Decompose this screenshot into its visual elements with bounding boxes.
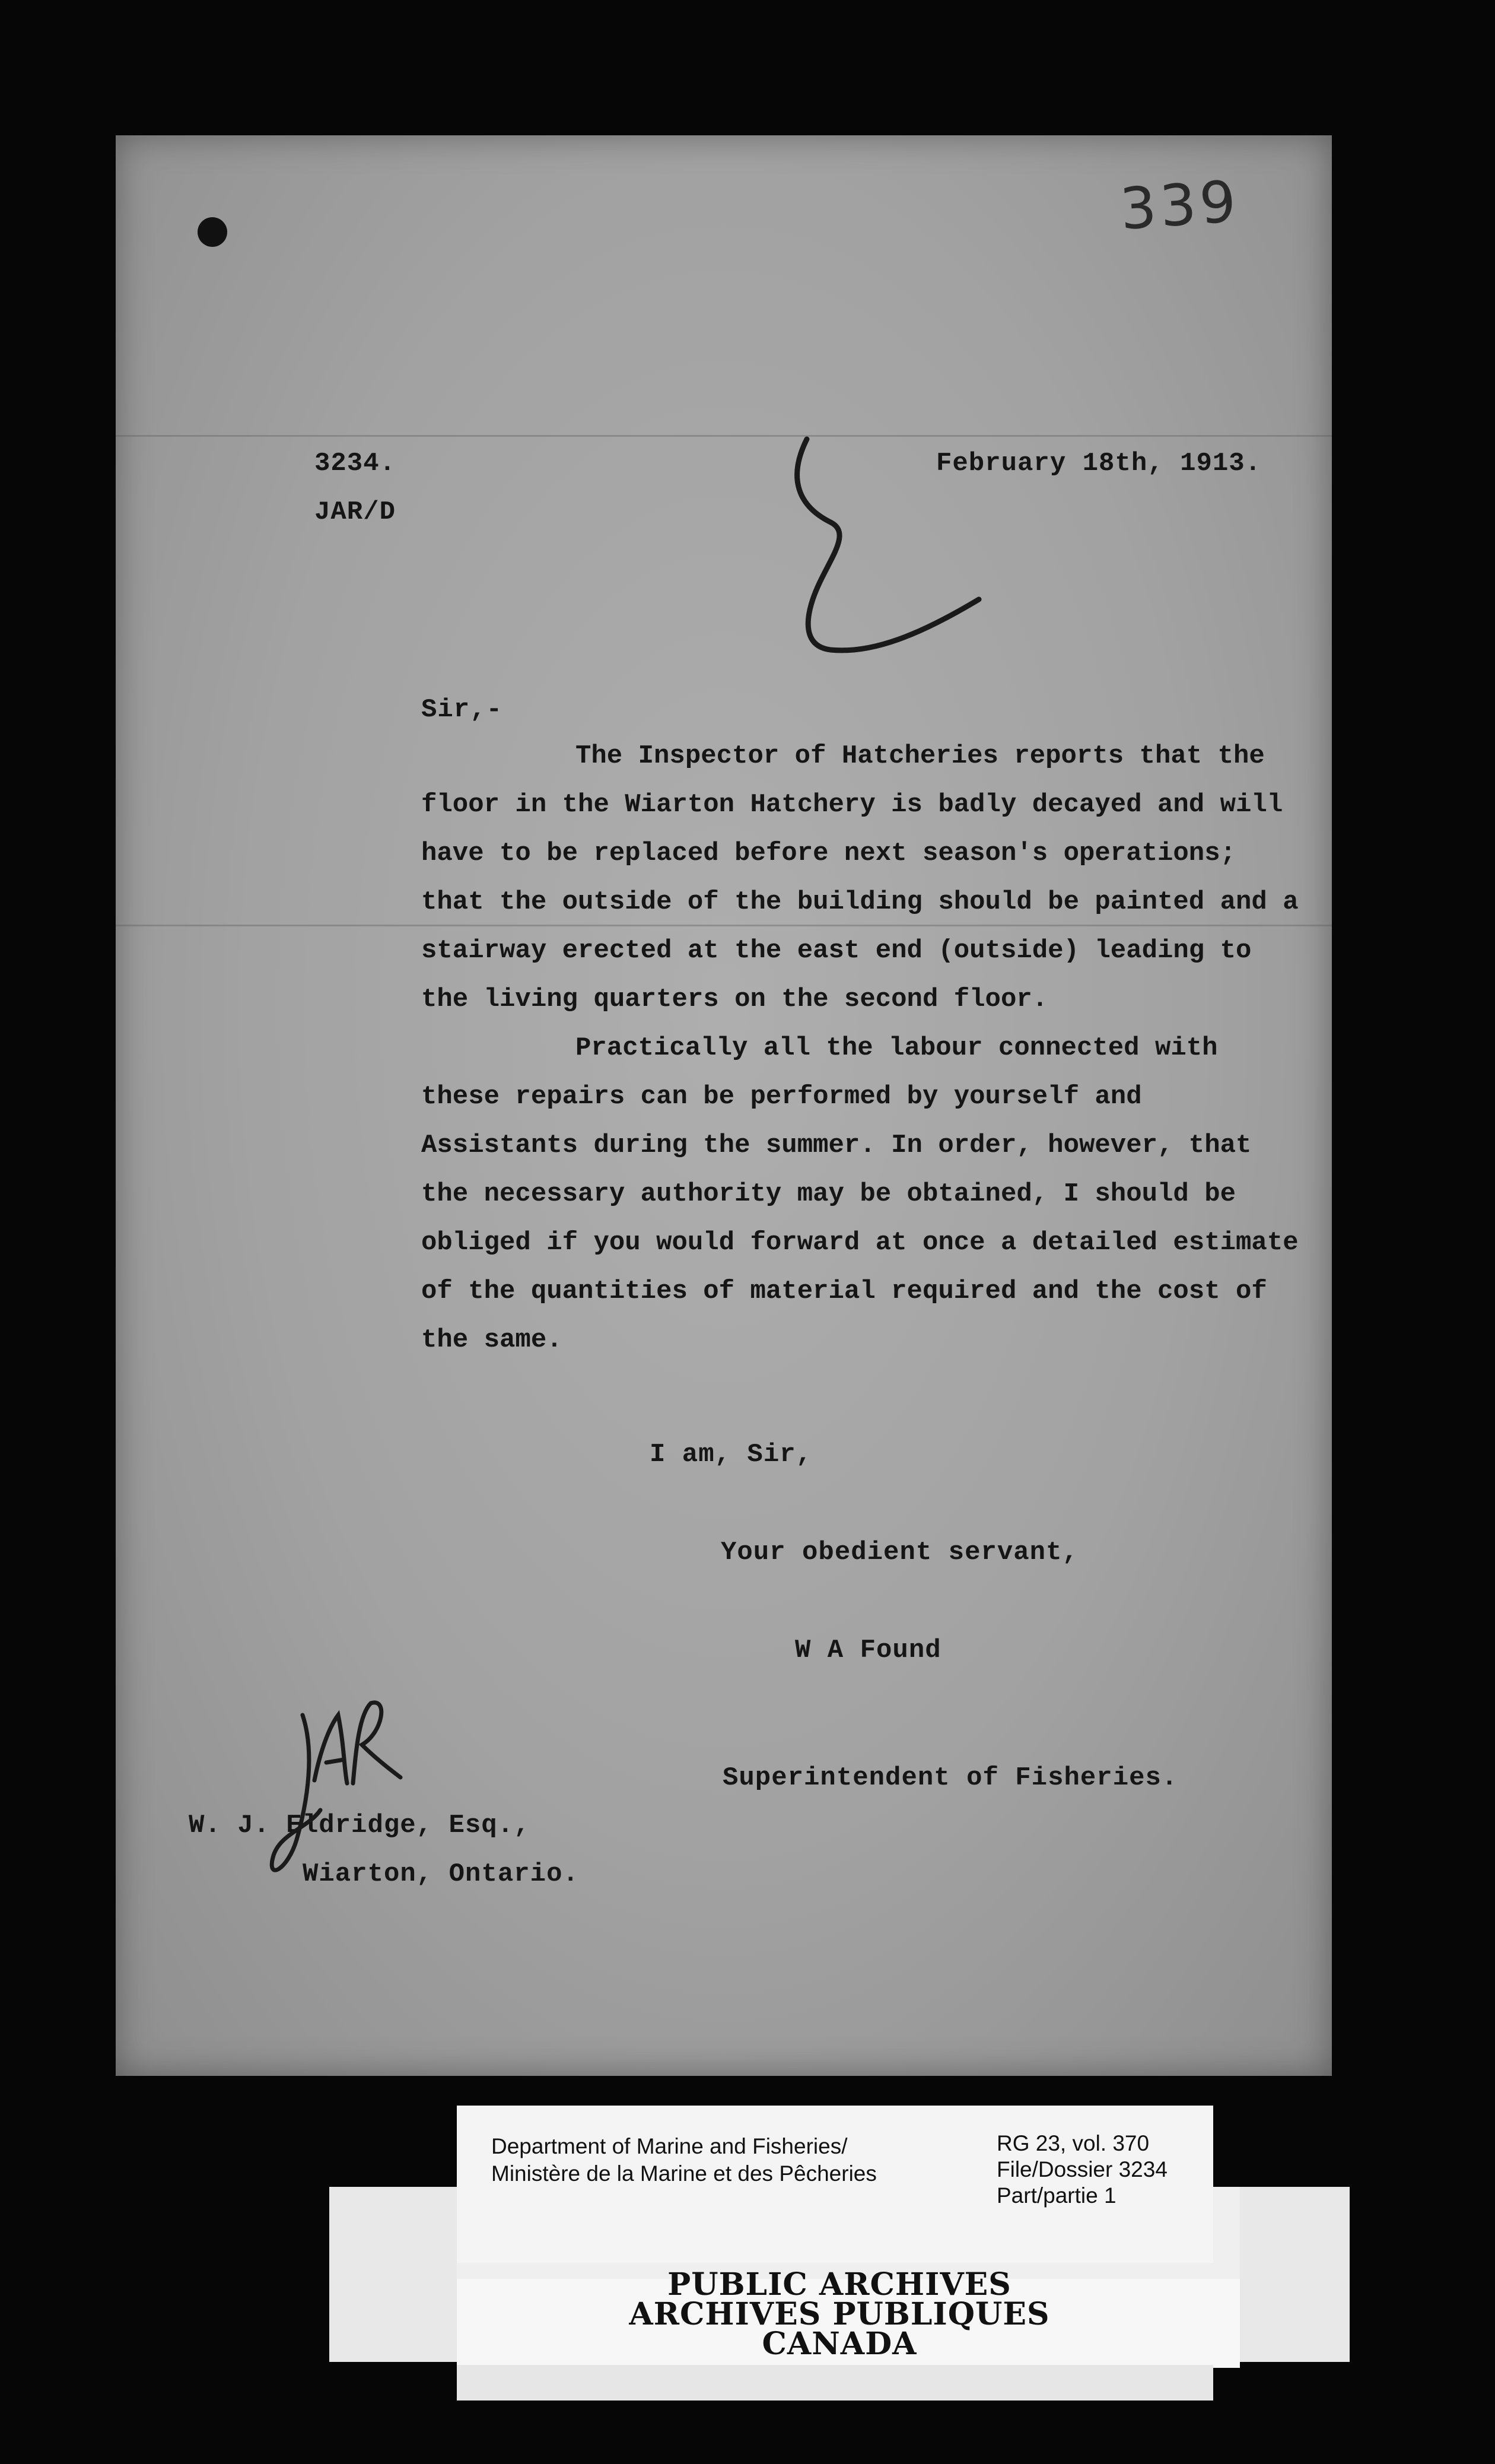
paragraph-1: The Inspector of Hatcheries reports that the floor in the Wiarton Hatchery is badly decayed and will have to be replaced before next season's operations; that the outside of the building should be painted and a stairway erected at the east end (outside) leading to the living quarters on the second floor. [421, 741, 1299, 1014]
handwritten-mark [783, 421, 997, 671]
part-number: Part/partie 1 [997, 2183, 1117, 2208]
paragraph-2: Practically all the labour connected with these repairs can be performed by yourself and Assistants during the summer. In order, however, that the necessary authority may be obtained, I should be obliged if you would forward at once a detailed estimate of the quantities of material required and the cost of the same. [421, 1033, 1299, 1355]
closing-line-1: I am, Sir, [650, 1440, 813, 1469]
stamp-line-3: CANADA [762, 2326, 917, 2362]
page-number: 339 [1118, 168, 1242, 243]
department-english: Department of Marine and Fisheries/ [491, 2134, 848, 2158]
stamp-line-1: PUBLIC ARCHIVES [667, 2266, 1011, 2303]
letter-date: February 18th, 1913. [936, 449, 1262, 478]
addressee-name: W. J. Eldridge, Esq., [189, 1811, 530, 1840]
punch-hole [198, 217, 227, 247]
signatory-name: W A Found [795, 1636, 941, 1665]
record-group: RG 23, vol. 370 [997, 2131, 1150, 2155]
file-reference: 3234. [314, 449, 396, 478]
label-bottom-strip [457, 2365, 1213, 2401]
letter-body [421, 732, 1305, 1364]
label-reference [997, 2130, 1168, 2209]
archive-stamp [329, 2266, 1350, 2362]
stamp-line-2: ARCHIVES PUBLIQUES [629, 2296, 1050, 2332]
initials-reference: JAR/D [314, 497, 396, 527]
closing-line-2: Your obedient servant, [721, 1538, 1079, 1567]
fold-line [116, 435, 1332, 437]
label-department [491, 2133, 877, 2187]
archive-label-card [457, 2106, 1213, 2263]
addressee-place: Wiarton, Ontario. [303, 1859, 579, 1889]
signatory-title: Superintendent of Fisheries. [723, 1763, 1178, 1793]
department-french: Ministère de la Marine et des Pêcheries [491, 2161, 877, 2186]
handwritten-initials-signature [255, 1679, 409, 1905]
file-number: File/Dossier 3234 [997, 2157, 1168, 2182]
salutation: Sir,- [421, 695, 503, 725]
